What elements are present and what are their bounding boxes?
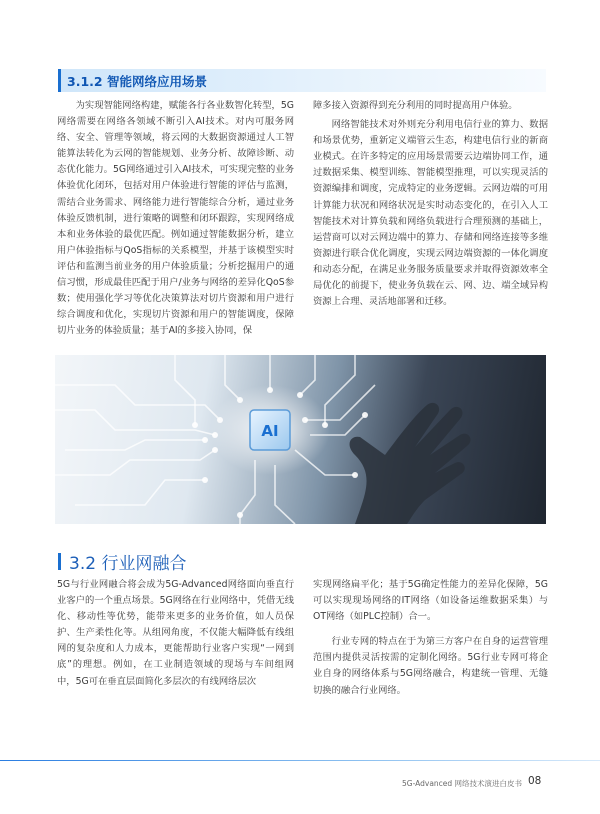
section1-column-left: [57, 98, 294, 339]
paragraph: 障多接入资源得到充分利用的同时提高用户体验。: [313, 100, 518, 111]
section-accent-mark: [58, 69, 61, 92]
ai-chip-label: AI: [261, 422, 279, 440]
section-title: 3.2 行业网融合: [69, 554, 187, 574]
paragraph: 为实现智能网络构建，赋能各行各业数智化转型，5G网络需要在网络各领域不断引入AI技术。对内可服务网络、安全、管理等领域，将云网的大数据资源通过人工智能算法转化为云网的智能规划、业务分析、故障诊断、动态优化能力。5G网络通过引入AI技术，可实现完整的业务体验优化闭环，包括对用户体验进行智能的评估与监测，需结合业务需求、网络能力进行智能综合分析，通过业务体验反馈机制，进行策略的调整和闭环跟踪，实现网络成本和业务体验的最优匹配。例如通过智能数据分析，建立用户体验指标与QoS指标的关系模型，并基于该模型实时评估和监测当前业务的用户体验质量；分析挖掘用户的通信习惯，形成最佳匹配于用户/业务与网络的差异化QoS参数；使用强化学习等优化决策算法对切片资源和用户进行综合调度和优化，实现切片资源和用户的智能调度，保障切片业务的体验质量；基于AI的多接入协同，保: [57, 100, 294, 337]
paragraph: 网络智能技术对外则充分利用电信行业的算力、数据和场景优势，重新定义端管云生态，构建电信行业的新商业模式。在许多特定的应用场景需要云边端协同工作，通过数据采集、模型训练、智能模型推理，可以实现灵活的资源编排和调度，完成特定的业务逻辑。云网边端的可用计算能力状况和网络状况是实时动态变化的，在引入人工智能技术对计算负载和网络负载进行合理预测的基础上，运营商可以对云网边端中的算力、存储和网络连接等多维资源进行联合优化调度，实现云网边端资源的一体化调度和动态分配，在满足业务服务质量要求并取得资源效率全局优化的前提下，使业务负载在云、网、边、端全域异构资源上合理、灵活地部署和迁移。: [313, 119, 548, 308]
section-accent-mark: [58, 553, 61, 570]
section-header: [58, 549, 258, 573]
section2-column-left: [57, 577, 294, 690]
ai-hand-circuit-image: [55, 355, 546, 524]
paragraph: 行业专网的特点在于为第三方客户在自身的运营管理范围内提供灵活按需的定制化网络。5G行业专网可将企业自身的网络体系与5G网络融合，构建统一管理、无缝切换的融合行业网络。: [313, 636, 548, 696]
paragraph: 实现网络扁平化；基于5G确定性能力的差异化保障，5G可以实现现场网络的IT网络（如设备运维数据采集）与OT网络（如PLC控制）合一。: [313, 579, 548, 623]
section-header-bar: [58, 69, 546, 92]
section-title: 3.1.2 智能网络应用场景: [67, 74, 207, 89]
section1-column-right: [313, 98, 548, 310]
section2-column-right: [313, 577, 548, 699]
footer-divider: [0, 760, 600, 761]
footer-title: 5G-Advanced 网络技术演进白皮书: [402, 779, 523, 788]
page-number: 08: [528, 775, 542, 787]
paragraph: 5G与行业网融合将会成为5G-Advanced网络面向垂直行业客户的一个重点场景。5G网络在行业网络中，凭借无线化、移动性等优势，能带来更多的业务价值，如人员保护、生产柔性化等。从组网角度，不仅能大幅降低有线组网的复杂度和人力成本，更能帮助行业客户实现“一网到底”的理想。例如，在工业制造领域的现场与车间组网中，5G可在垂直层面简化多层次的有线网络层次: [57, 579, 294, 687]
circuit-illustration: [55, 355, 546, 524]
